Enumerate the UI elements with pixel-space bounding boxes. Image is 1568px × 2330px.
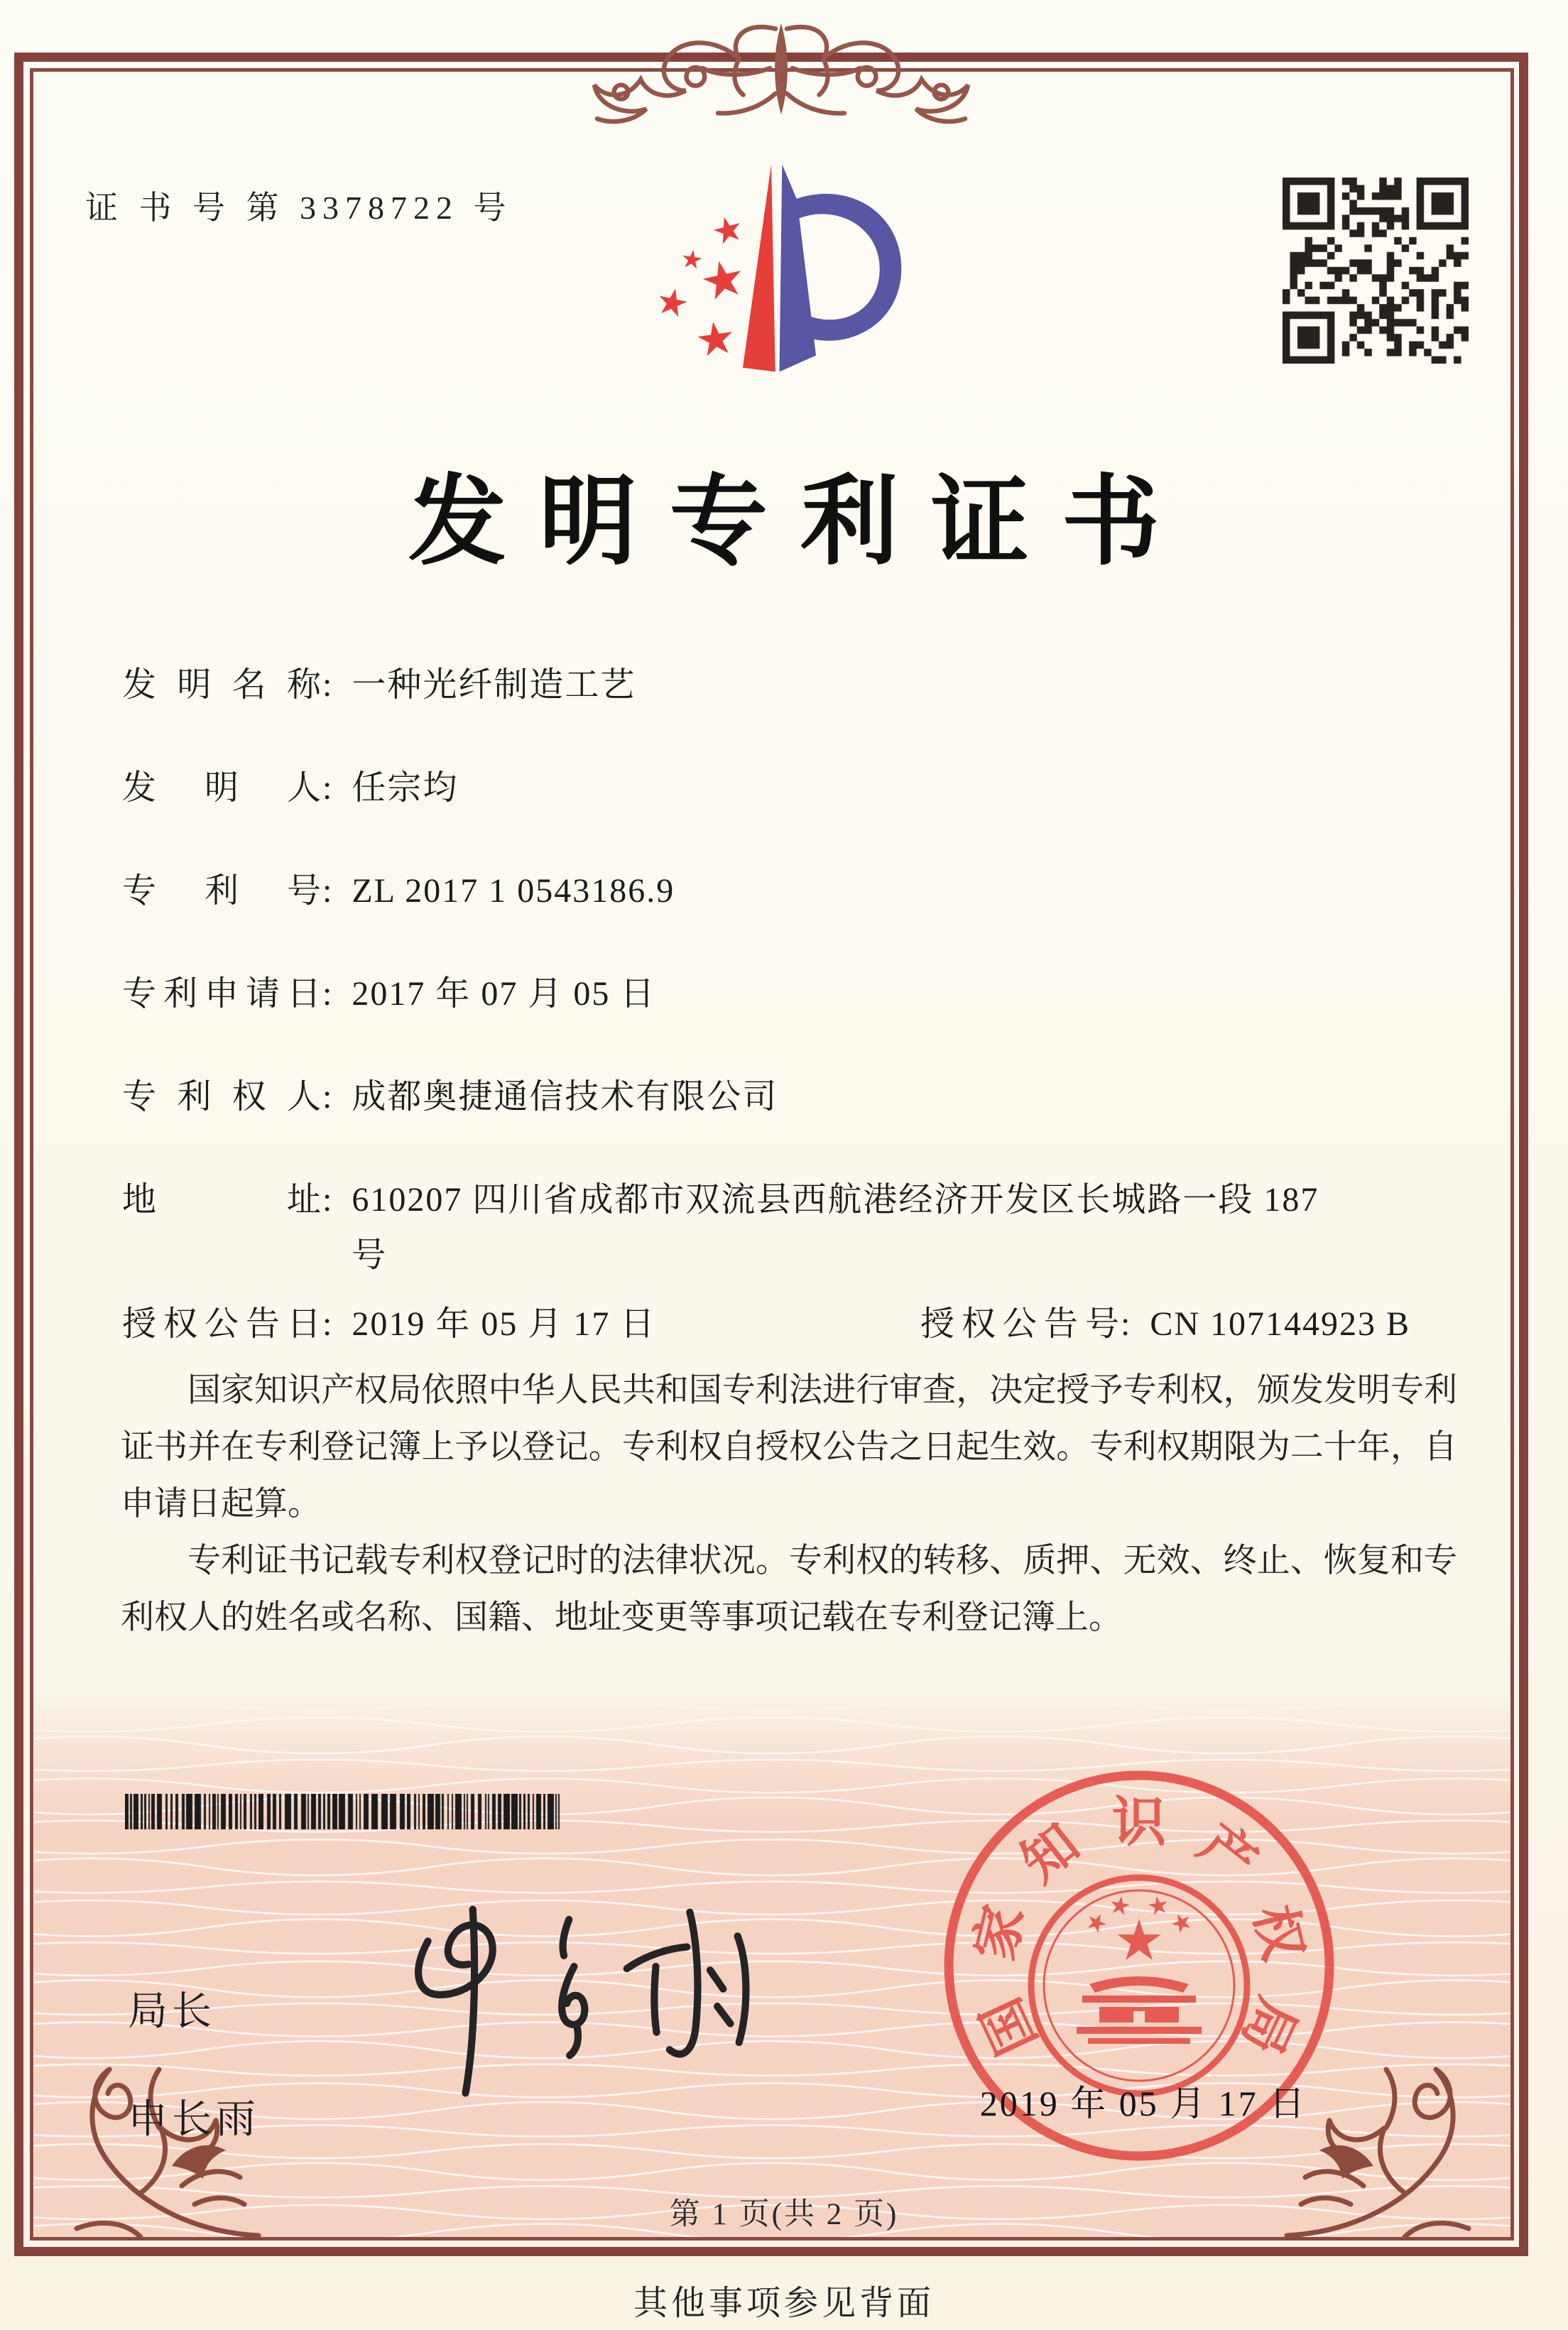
field-grant-row: 授权公告日: 2019 年 05 月 17 日 授权公告号: CN 107144923 B: [122, 1297, 1514, 1352]
seal-char: 局: [1230, 1988, 1307, 2064]
seal-char: 国: [971, 1988, 1048, 2064]
field-value: ZL 2017 1 0543186.9: [352, 872, 675, 910]
field-label: 专利申请日: [122, 975, 321, 1013]
director-signature: [406, 1895, 790, 2108]
seal-char: 产: [1187, 1813, 1268, 1894]
cnipa-logo: [619, 156, 925, 393]
seal-char: 识: [1112, 1793, 1166, 1853]
field-patent-number: 专利号: ZL 2017 1 0543186.9: [122, 864, 1514, 919]
top-dragon-ornament: [528, 7, 1034, 128]
field-value: 2017 年 07 月 05 日: [352, 975, 656, 1013]
field-value: 成都奥捷通信技术有限公司: [352, 1078, 778, 1116]
field-label: 专利权人: [122, 1078, 321, 1116]
field-value: 610207 四川省成都市双流县西航港经济开发区长城路一段 187 号: [352, 1181, 1319, 1274]
field-inventor: 发明人: 任宗均: [122, 761, 1514, 816]
director-title: 局长: [128, 1990, 216, 2034]
field-label: 专利号: [122, 872, 321, 910]
logo-red-wedge: [743, 164, 775, 371]
field-label: 地址: [122, 1181, 321, 1219]
page-number: 第 1 页(共 2 页): [669, 2198, 899, 2231]
field-filing-date: 专利申请日: 2017 年 07 月 05 日: [122, 967, 1514, 1022]
field-value: 任宗均: [352, 769, 459, 807]
field-value: 一种光纤制造工艺: [352, 666, 636, 704]
legal-paragraph-2: 专利证书记载专利权登记时的法律状况。专利权的转移、质押、无效、终止、恢复和专利权人的姓名或名称、国籍、地址变更等事项记载在专利登记簿上。: [121, 1542, 1457, 1636]
director-name: 申长雨: [128, 2098, 260, 2142]
barcode: [125, 1794, 565, 1829]
seal-national-emblem: [1031, 1878, 1247, 2094]
seal-char: 知: [1011, 1813, 1091, 1894]
seal-char: 权: [1242, 1900, 1314, 1966]
qr-code: [1283, 178, 1469, 364]
field-label: 发明人: [122, 769, 321, 807]
field-invention-name: 发明名称: 一种光纤制造工艺: [122, 658, 1514, 713]
seal-char: 家: [964, 1900, 1036, 1966]
legal-body-text: [121, 1362, 1457, 1646]
field-label: 发明名称: [122, 666, 321, 704]
field-address: 地址: 610207 四川省成都市双流县西航港经济开发区长城路一段 187 号: [122, 1172, 1514, 1283]
grant-date-value: 2019 年 05 月 17 日: [352, 1305, 656, 1343]
seal-date: 2019 年 05 月 17 日: [979, 2084, 1307, 2123]
certificate-title: 发明专利证书: [408, 468, 1192, 577]
field-patentee: 专利权人: 成都奥捷通信技术有限公司: [122, 1069, 1514, 1125]
grant-date-label: 授权公告日: [122, 1305, 321, 1343]
back-side-note: 其他事项参见背面: [633, 2285, 935, 2322]
logo-blue-bowl: [794, 194, 901, 341]
legal-paragraph-1: 国家知识产权局依照中华人民共和国专利法进行审查，决定授予专利权，颁发发明专利证书并在专利登记簿上予以登记。专利权自授权公告之日起生效。专利权期限为二十年，自申请日起算。: [121, 1372, 1457, 1523]
field-grant-number: 授权公告号: CN 107144923 B: [920, 1297, 1410, 1352]
grant-number-value: CN 107144923 B: [1150, 1305, 1411, 1343]
certificate-number: 证 书 号 第 3378722 号: [85, 190, 513, 226]
grant-number-label: 授权公告号: [920, 1305, 1119, 1343]
